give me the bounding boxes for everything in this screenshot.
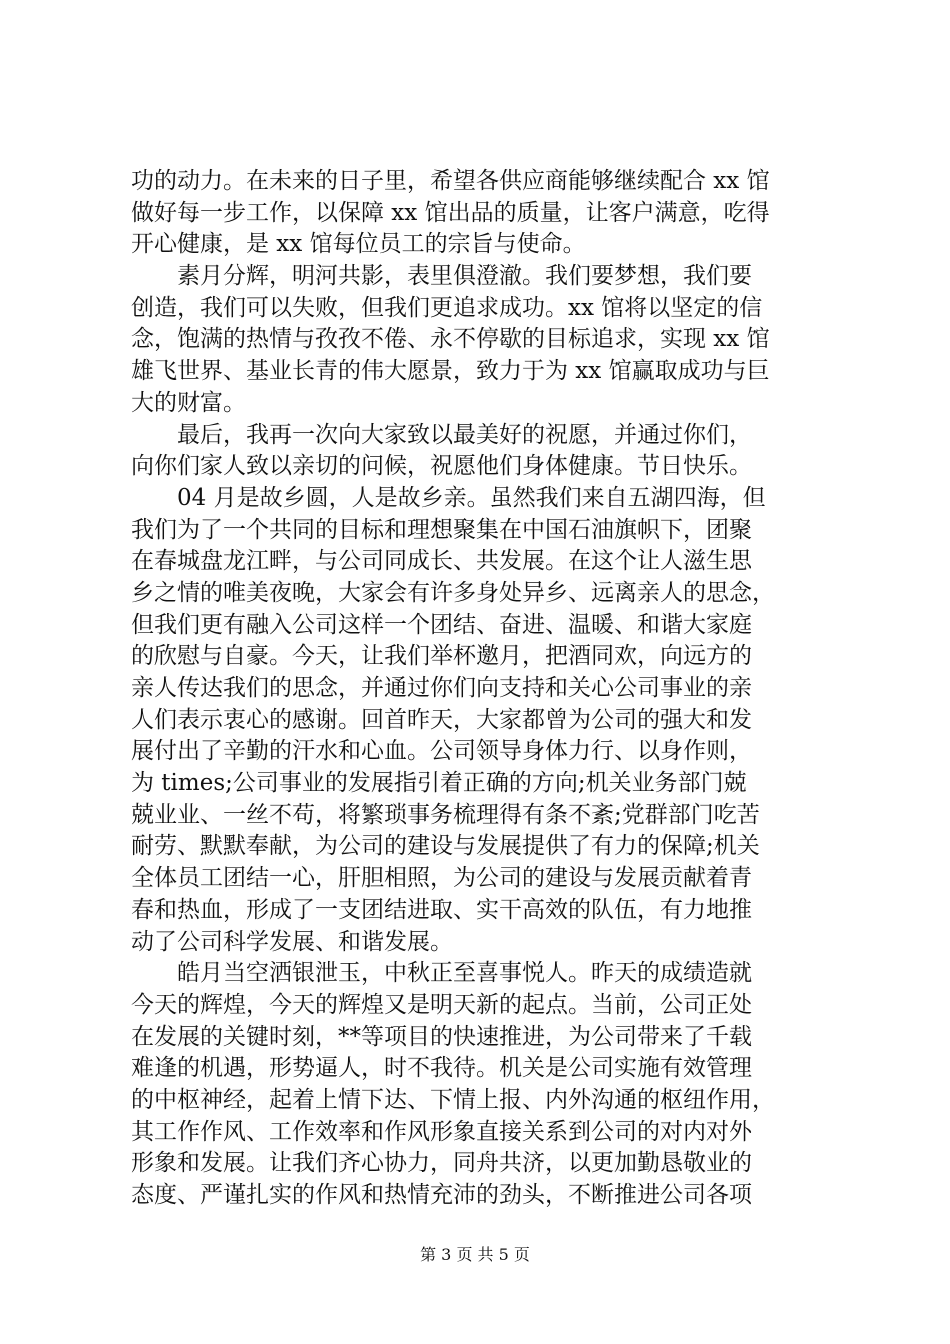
text-line: 兢业业、一丝不苟，将繁琐事务梳理得有条不紊;党群部门吃苦 — [131, 801, 760, 828]
text-line: 做好每一步工作，以保障 xx 馆出品的质量，让客户满意，吃得 — [131, 199, 770, 226]
text-line: 开心健康，是 xx 馆每位员工的宗旨与使命。 — [131, 231, 586, 258]
text-line: 向你们家人致以亲切的问候，祝愿他们身体健康。节日快乐。 — [131, 453, 752, 480]
text-line: 展付出了辛勤的汗水和心血。公司领导身体力行、以身作则， — [131, 738, 752, 765]
text-line: 人们表示衷心的感谢。回首昨天，大家都曾为公司的强大和发 — [131, 706, 752, 733]
text-line: 的中枢神经，起着上情下达、下情上报、内外沟通的枢纽作用， — [131, 1086, 775, 1113]
text-line: 04 月是故乡圆，人是故乡亲。虽然我们来自五湖四海，但 — [177, 484, 766, 511]
paragraph — [131, 261, 831, 419]
text-line: 形象和发展。让我们齐心协力，同舟共济，以更加勤恳敬业的 — [131, 1150, 752, 1177]
text-line: 皓月当空洒银泄玉，中秋正至喜事悦人。昨天的成绩造就 — [177, 960, 752, 987]
text-line: 乡之情的唯美夜晚，大家会有许多身处异乡、远离亲人的思念， — [131, 579, 775, 606]
text-line: 雄飞世界、基业长青的伟大愿景，致力于为 xx 馆赢取成功与巨 — [131, 358, 770, 385]
text-line: 亲人传达我们的思念，并通过你们向支持和关心公司事业的亲 — [131, 675, 752, 701]
paragraph — [131, 958, 831, 1212]
text-line: 我们为了一个共同的目标和理想聚集在中国石油旗帜下，团聚 — [131, 516, 752, 543]
text-line: 春和热血，形成了一支团结进取、实干高效的队伍，有力地推 — [131, 896, 752, 923]
text-line: 态度、严谨扎实的作风和热情充沛的劲头，不断推进公司各项 — [131, 1182, 752, 1208]
text-line: 在春城盘龙江畔，与公司同成长、共发展。在这个让人滋生思 — [131, 548, 752, 575]
paragraph — [131, 420, 831, 483]
paragraph — [131, 483, 831, 958]
text-line: 念，饱满的热情与孜孜不倦、永不停歇的目标追求，实现 xx 馆 — [131, 326, 770, 353]
text-line: 大的财富。 — [131, 389, 246, 416]
text-line: 今天的辉煌，今天的辉煌又是明天新的起点。当前，公司正处 — [131, 991, 752, 1018]
text-line: 动了公司科学发展、和谐发展。 — [131, 928, 453, 955]
text-line: 难逢的机遇，形势逼人，时不我待。机关是公司实施有效管理 — [131, 1055, 752, 1082]
text-line: 在发展的关键时刻，**等项目的快速推进，为公司带来了千载 — [131, 1023, 752, 1050]
text-line: 但我们更有融入公司这样一个团结、奋进、温暖、和谐大家庭 — [131, 611, 752, 638]
text-line: 为 times;公司事业的发展指引着正确的方向;机关业务部门兢 — [131, 770, 747, 797]
text-line: 的欣慰与自豪。今天，让我们举杯邀月，把酒同欢，向远方的 — [131, 643, 752, 670]
text-line: 耐劳、默默奉献，为公司的建设与发展提供了有力的保障;机关 — [131, 833, 760, 860]
page-footer: 第 3 页 共 5 页 — [420, 1245, 530, 1264]
text-line: 最后，我再一次向大家致以最美好的祝愿，并通过你们， — [177, 421, 752, 448]
document-body — [131, 166, 831, 1212]
paragraph — [131, 166, 831, 261]
text-line: 素月分辉，明河共影，表里俱澄澈。我们要梦想，我们要 — [177, 263, 752, 290]
text-line: 功的动力。在未来的日子里，希望各供应商能够继续配合 xx 馆 — [131, 168, 770, 194]
text-line: 其工作作风、工作效率和作风形象直接关系到公司的对内对外 — [131, 1118, 752, 1145]
text-line: 创造，我们可以失败，但我们更追求成功。xx 馆将以坚定的信 — [131, 294, 763, 321]
text-line: 全体员工团结一心，肝胆相照，为公司的建设与发展贡献着青 — [131, 865, 752, 892]
